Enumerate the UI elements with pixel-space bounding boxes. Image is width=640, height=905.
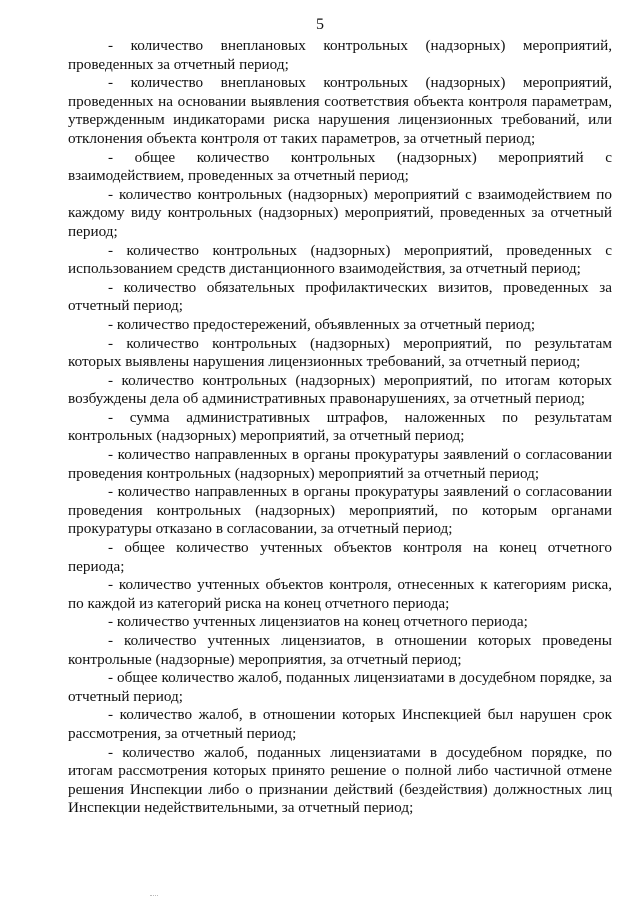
list-item: - сумма административных штрафов, наложенных по результатам контрольных (надзорных) мероприятий, за отчетный период;	[68, 408, 612, 445]
list-item: - общее количество контрольных (надзорных) мероприятий с взаимодействием, проведенных за отчетный период;	[68, 148, 612, 185]
list-item: - количество жалоб, в отношении которых Инспекцией был нарушен срок рассмотрения, за отчетный период;	[68, 706, 612, 742]
list-item: - количество учтенных лицензиатов, в отношении которых проведены контрольные (надзорные) мероприятия, за отчетный период;	[68, 632, 612, 668]
document-body	[68, 37, 612, 818]
list-item: - количество контрольных (надзорных) мероприятий, по результатам которых выявлены нарушения лицензионных требований, за отчетный период;	[68, 334, 612, 371]
list-item: - количество внеплановых контрольных (надзорных) мероприятий, проведенных за отчетный период;	[68, 37, 612, 73]
scan-artifact	[150, 895, 158, 898]
list-item: - количество контрольных (надзорных) мероприятий, проведенных с использованием средств дистанционного взаимодействия, за отчетный период;	[68, 241, 612, 278]
list-item: - количество направленных в органы прокуратуры заявлений о согласовании проведения контрольных (надзорных) мероприятий, по которым органами прокуратуры отказано в согласовании, за отчетный период;	[68, 483, 612, 538]
list-item: - общее количество учтенных объектов контроля на конец отчетного периода;	[68, 539, 612, 575]
list-item: - количество предостережений, объявленных за отчетный период;	[108, 315, 536, 333]
list-item: - количество жалоб, поданных лицензиатами в досудебном порядке, по итогам рассмотрения которых принято решение о полной либо частичной отмене решения Инспекции либо о признании действий (бездействия) должностных лиц Инспекции недействительными, за отчетный период;	[68, 743, 612, 817]
list-item: - количество контрольных (надзорных) мероприятий, по итогам которых возбуждены дела об административных правонарушениях, за отчетный период;	[68, 371, 612, 408]
list-item: - количество направленных в органы прокуратуры заявлений о согласовании проведения контрольных (надзорных) мероприятий за отчетный период;	[68, 446, 612, 482]
list-item: - количество обязательных профилактических визитов, проведенных за отчетный период;	[68, 278, 612, 315]
list-item: - количество учтенных объектов контроля, отнесенных к категориям риска, по каждой из категорий риска на конец отчетного периода;	[68, 576, 612, 612]
list-item: - общее количество жалоб, поданных лицензиатами в досудебном порядке, за отчетный период;	[68, 669, 612, 705]
list-item: - количество контрольных (надзорных) мероприятий с взаимодействием по каждому виду контрольных (надзорных) мероприятий, проведенных за отчетный период;	[68, 185, 612, 240]
page-number: 5	[316, 16, 324, 33]
list-item: - количество учтенных лицензиатов на конец отчетного периода;	[108, 613, 528, 631]
list-item: - количество внеплановых контрольных (надзорных) мероприятий, проведенных на основании выявления соответствия объекта контроля параметрам, утвержденным индикаторами риска нарушения лицензионных требований, или отклонения объекта контроля от таких параметров, за отчетный период;	[68, 74, 612, 147]
